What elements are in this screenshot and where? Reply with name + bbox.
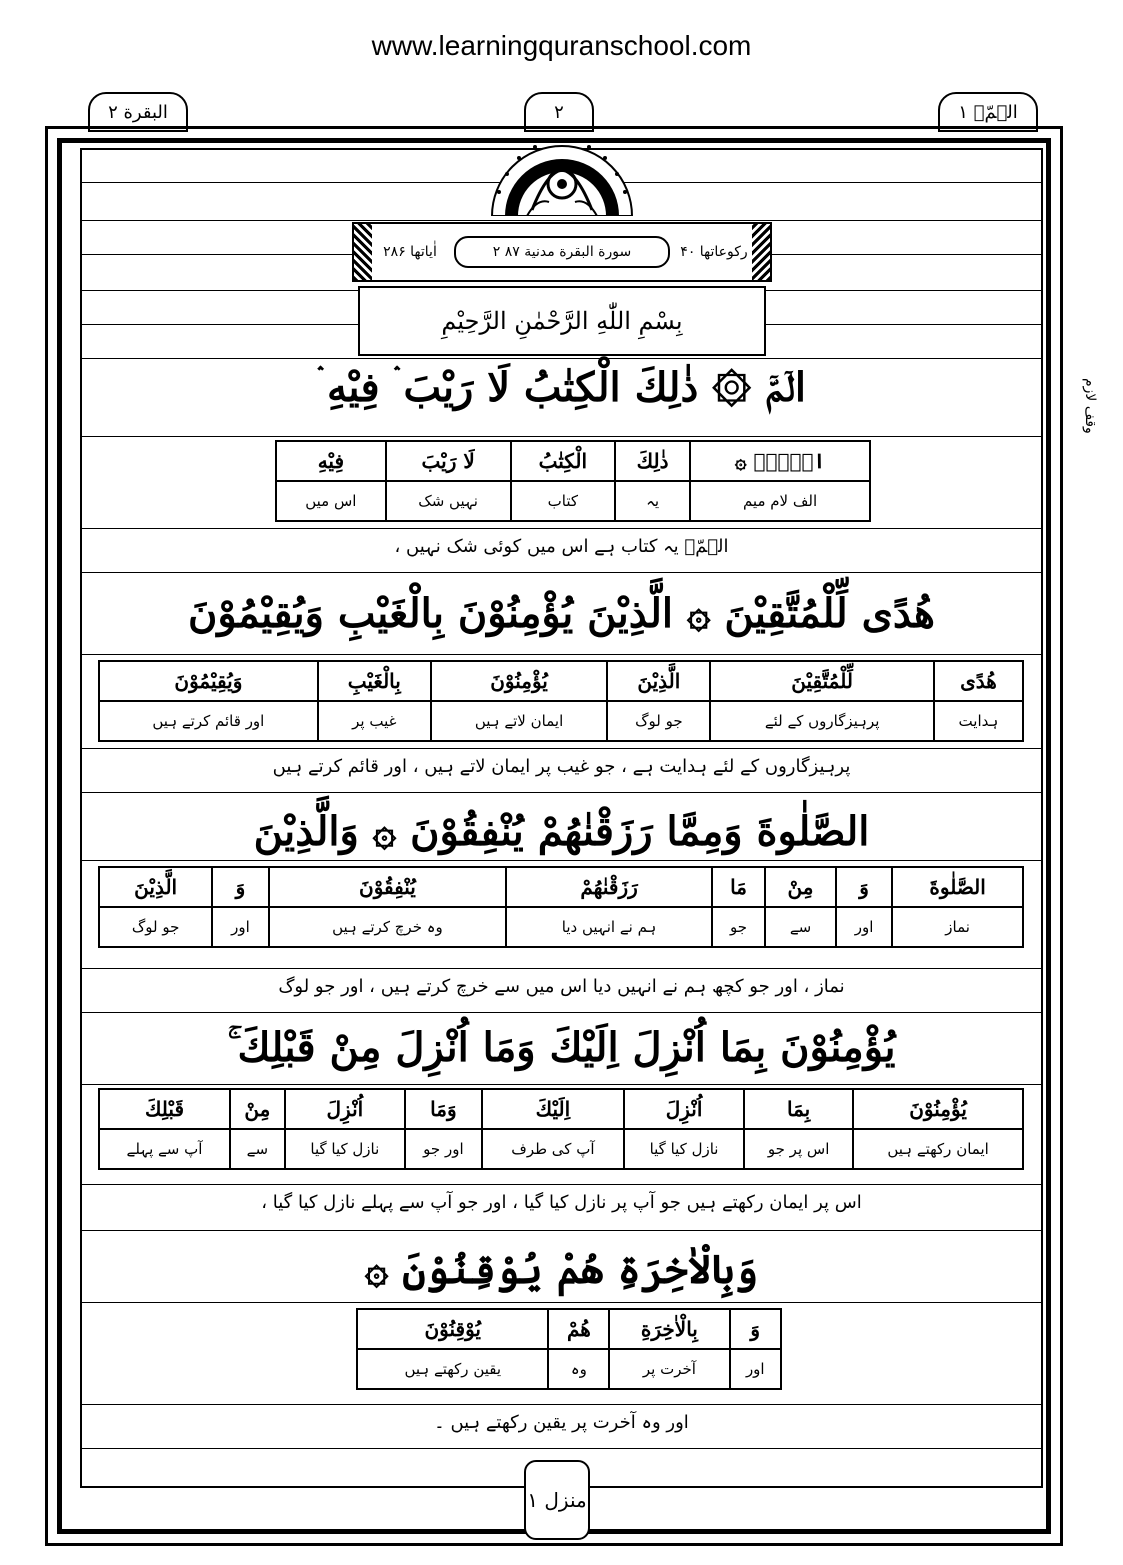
word-meaning: وہ خرچ کرتے ہیں [269, 907, 507, 947]
word-meaning: اور جو [405, 1129, 482, 1169]
word-meaning: سے [765, 907, 836, 947]
word-meaning: جو لوگ [607, 701, 710, 741]
para-name-tab: الۤمّۤ ۱ [938, 92, 1038, 132]
word-arabic: يُؤْمِنُوْنَ [853, 1089, 1023, 1129]
word-arabic: اُنْزِلَ [285, 1089, 405, 1129]
dome-ornament [487, 132, 637, 216]
word-meaning: نماز [892, 907, 1023, 947]
surah-title: ۲ سورة البقرة مدنية ۸۷ [454, 236, 670, 268]
verse-line: هُدًى لِّلْمُتَّقِيْنَ ۞ الَّذِيْنَ يُؤْمِنُوْنَ بِالْغَيْبِ وَيُقِيْمُوْنَ [187, 590, 936, 637]
verse-line: الصَّلٰوةَ وَمِمَّا رَزَقْنٰهُمْ يُنْفِقُوْنَ ۞ وَالَّذِيْنَ [253, 808, 870, 855]
word-arabic: اُنْزِلَ [624, 1089, 744, 1129]
word-arabic: الْكِتٰبُ [511, 441, 616, 481]
ruled-line [80, 792, 1043, 793]
word-arabic: بِالْغَيْبِ [318, 661, 431, 701]
word-table [98, 660, 1024, 742]
word-arabic: الۤمّۤ ۞ [690, 441, 870, 481]
word-meaning: اس میں [276, 481, 386, 521]
word-meaning: اور [730, 1349, 781, 1389]
surah-name-tab: البقرة ۲ [88, 92, 188, 132]
word-meaning: الف لام میم [690, 481, 870, 521]
word-meaning: وہ [548, 1349, 609, 1389]
word-meaning: ایمان لاتے ہیں [431, 701, 607, 741]
word-meaning: غیب پر [318, 701, 431, 741]
word-meaning: اس پر جو [744, 1129, 853, 1169]
word-meaning: نہیں شک [386, 481, 511, 521]
ruled-line [80, 748, 1043, 749]
translation-line: اس پر ایمان رکھتے ہیں جو آپ پر نازل کیا گیا ، اور جو آپ سے پہلے نازل کیا گیا ، [261, 1192, 862, 1213]
word-meaning: ہم نے انہیں دیا [506, 907, 712, 947]
word-arabic: وَ [730, 1309, 781, 1349]
verse-line: وَبِالْاٰخِرَةِ هُمْ يُوْقِنُوْنَ ۞ [364, 1246, 759, 1293]
word-table [98, 866, 1024, 948]
word-meaning: جو لوگ [99, 907, 212, 947]
surah-ruku-count: ركوعاتها ۴۰ [680, 244, 748, 260]
word-arabic: مِنْ [230, 1089, 285, 1129]
word-arabic: مَا [712, 867, 765, 907]
word-meaning: کتاب [511, 481, 616, 521]
ruled-line [80, 1448, 1043, 1449]
word-arabic: بِالْاٰخِرَةِ [609, 1309, 729, 1349]
word-meaning: نازل کیا گیا [624, 1129, 744, 1169]
word-arabic: الصَّلٰوةَ [892, 867, 1023, 907]
margin-note: وقف لازم [1082, 378, 1098, 434]
word-meaning: سے [230, 1129, 285, 1169]
word-arabic: اِلَيْكَ [482, 1089, 624, 1129]
ruled-line [80, 1084, 1043, 1085]
word-arabic: وَ [836, 867, 892, 907]
ruled-line [80, 572, 1043, 573]
word-meaning: اور [212, 907, 268, 947]
surah-banner [352, 222, 772, 282]
ruled-line [80, 1012, 1043, 1013]
word-arabic: رَزَقْنٰهُمْ [506, 867, 712, 907]
ruled-line [80, 1404, 1043, 1405]
translation-line: نماز ، اور جو کچھ ہم نے انہیں دیا اس میں سے خرچ کرتے ہیں ، اور جو لوگ [278, 976, 845, 997]
word-arabic: الَّذِيْنَ [607, 661, 710, 701]
word-meaning: جو [712, 907, 765, 947]
word-arabic: قَبْلِكَ [99, 1089, 230, 1129]
ruled-line [80, 358, 1043, 359]
word-meaning: نازل کیا گیا [285, 1129, 405, 1169]
word-arabic: لِّلْمُتَّقِيْنَ [710, 661, 933, 701]
manzil-marker: منزل ۱ [524, 1460, 590, 1540]
website-url: www.learningquranschool.com [371, 30, 752, 61]
translation-line: اور وہ آخرت پر یقین رکھتے ہیں ۔ [434, 1412, 689, 1433]
word-arabic: الَّذِيْنَ [99, 867, 212, 907]
verse-line: الۤمّۤ ۞ ذٰلِكَ الْكِتٰبُ لَا رَيْبَ ۛ فِيْهِ ۛ [316, 364, 806, 411]
word-arabic: مِنْ [765, 867, 836, 907]
word-arabic: هُمْ [548, 1309, 609, 1349]
word-meaning: آپ سے پہلے [99, 1129, 230, 1169]
word-arabic: يُنْفِقُوْنَ [269, 867, 507, 907]
ruled-line [80, 1230, 1043, 1231]
translation-line: الۤمّۤ یہ کتاب ہے اس میں کوئی شک نہیں ، [394, 536, 729, 557]
word-arabic: يُوْقِنُوْنَ [357, 1309, 548, 1349]
translation-line: پرہیزگاروں کے لئے ہدایت ہے ، جو غیب پر ایمان لاتے ہیں ، اور قائم کرتے ہیں [272, 756, 851, 777]
word-meaning: یہ [615, 481, 690, 521]
page-number-tab: ۲ [524, 92, 594, 132]
word-table [98, 1088, 1024, 1170]
ruled-line [80, 968, 1043, 969]
word-arabic: فِيْهِ [276, 441, 386, 481]
ruled-line [80, 528, 1043, 529]
ruled-line [80, 860, 1043, 861]
word-arabic: هُدًى [934, 661, 1023, 701]
surah-verse-count: اٰياتها ۲۸۶ [383, 244, 437, 260]
word-table [275, 440, 871, 522]
word-meaning: پرہیزگاروں کے لئے [710, 701, 933, 741]
word-arabic: لَا رَيْبَ [386, 441, 511, 481]
word-arabic: وَ [212, 867, 268, 907]
word-arabic: وَمَا [405, 1089, 482, 1129]
ruled-line [80, 220, 1043, 221]
word-arabic: بِمَا [744, 1089, 853, 1129]
word-meaning: اور [836, 907, 892, 947]
ruled-line [80, 1302, 1043, 1303]
word-meaning: آپ کی طرف [482, 1129, 624, 1169]
word-meaning: اور قائم کرتے ہیں [99, 701, 318, 741]
bismillah-text: بِسْمِ اللّٰهِ الرَّحْمٰنِ الرَّحِيْمِ [441, 307, 683, 335]
ruled-line [80, 436, 1043, 437]
word-meaning: ایمان رکھتے ہیں [853, 1129, 1023, 1169]
ruled-line [80, 654, 1043, 655]
word-meaning: یقین رکھتے ہیں [357, 1349, 548, 1389]
word-arabic: وَيُقِيْمُوْنَ [99, 661, 318, 701]
ruled-line [80, 1184, 1043, 1185]
word-arabic: ذٰلِكَ [615, 441, 690, 481]
word-meaning: ہدایت [934, 701, 1023, 741]
word-meaning: آخرت پر [609, 1349, 729, 1389]
bismillah [358, 286, 766, 356]
verse-line: يُؤْمِنُوْنَ بِمَا اُنْزِلَ اِلَيْكَ وَمَا اُنْزِلَ مِنْ قَبْلِكَ ۚ [227, 1024, 896, 1071]
word-arabic: يُؤْمِنُوْنَ [431, 661, 607, 701]
word-table [356, 1308, 782, 1390]
